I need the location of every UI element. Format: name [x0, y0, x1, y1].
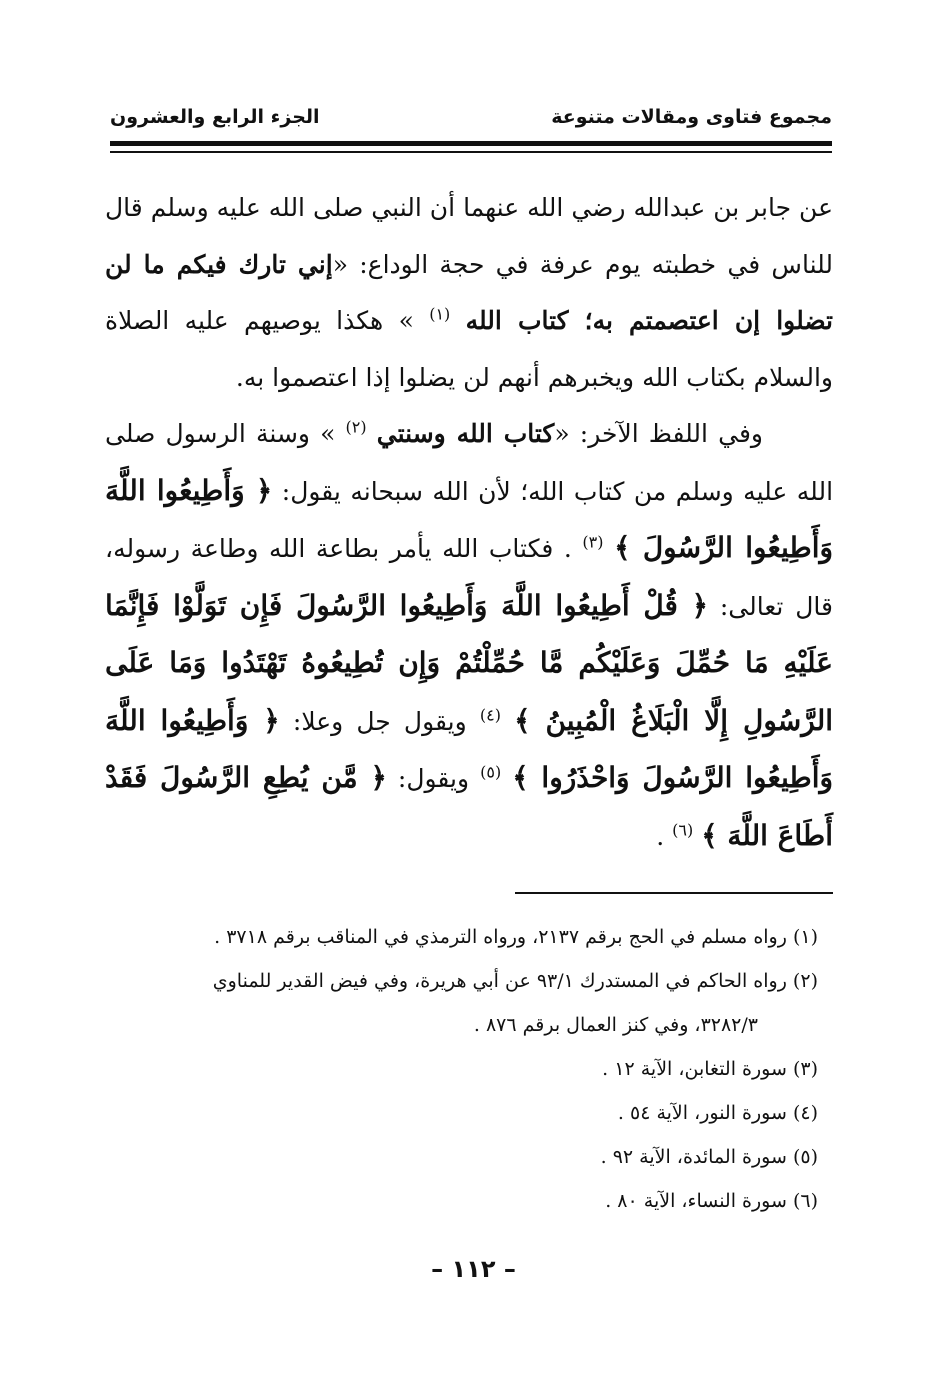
quran-verse-1: ﴿ وَأَطِيعُوا اللَّهَ وَأَطِيعُوا الرَّسُولَ ﴾ [105, 473, 834, 564]
footnote-ref-3: (٣) [582, 532, 604, 552]
hadith-quote-1: إني تارك فيكم ما لن تضلوا إن اعتصمتم به؛ كتاب الله [105, 249, 833, 335]
paragraph-2-cont-3: ويقول: [397, 764, 470, 793]
header-book-title: مجموع فتاوى ومقالات متنوعة [551, 106, 832, 128]
quran-verse-3: ﴿ وَأَطِيعُوا اللَّهَ وَأَطِيعُوا الرَّسُولَ وَاحْذَرُوا ﴾ [105, 703, 833, 794]
footnote-4: (٤) سورة النور، الآية ٥٤ . [617, 1102, 818, 1124]
paragraph-2-intro: وفي اللفظ الآخر: « [554, 419, 763, 448]
footnote-2: (٢) رواه الحاكم في المستدرك ٩٣/١ عن أبي هريرة، وفي فيض القدير للمناوي [212, 970, 818, 992]
footnote-5: (٥) سورة المائدة، الآية ٩٢ . [600, 1146, 818, 1168]
footnote-3: (٣) سورة التغابن، الآية ١٢ . [602, 1058, 818, 1080]
header-volume-title: الجزء الرابع والعشرون [110, 106, 320, 128]
paragraph-2-text: » وسنة الرسول صلى الله عليه وسلم من كتاب الله؛ لأن الله سبحانه يقول: [105, 419, 834, 506]
page-number: – ١١٢ – [431, 1255, 516, 1283]
footnote-1: (١) رواه مسلم في الحج برقم ٢١٣٧، ورواه الترمذي في المناقب برقم ٣٧١٨ . [214, 926, 818, 948]
hadith-quote-2: كتاب الله وسنتي [376, 419, 555, 448]
running-header [110, 100, 832, 134]
footnote-ref-2: (٢) [345, 417, 367, 437]
paragraph-1-rest: » هكذا يوصيهم عليه الصلاة والسلام بكتاب الله ويخبرهم أنهم لن يضلوا إذا اعتصموا به. [105, 306, 833, 392]
footnote-ref-5: (٥) [480, 762, 502, 782]
paragraph-1 [105, 180, 833, 406]
footnote-6: (٦) سورة النساء، الآية ٨٠ . [605, 1190, 818, 1212]
paragraph-2-cont: . فكتاب الله يأمر بطاعة الله وطاعة رسوله، قال تعالى: [105, 534, 833, 621]
header-rule-thin [110, 151, 832, 153]
footnote-2-continued: ٣٢٨٢/٣، وفي كنز العمال برقم ٨٧٦ . [473, 1014, 758, 1036]
main-text [105, 180, 833, 865]
paragraph-2-end: . [656, 821, 665, 851]
paragraph-2 [105, 406, 833, 865]
header-rule-thick [110, 141, 832, 146]
footnotes [105, 915, 818, 1223]
footnote-ref-6: (٦) [672, 820, 694, 840]
quran-verse-2: ﴿ قُلْ أَطِيعُوا اللَّهَ وَأَطِيعُوا الرَّسُولَ فَإِن تَوَلَّوْا فَإِنَّمَا عَلَيْهِ مَا حُمِّلَ وَعَلَيْكُم مَّا حُمِّلْتُمْ وَإِن تُطِيعُوهُ تَهْتَدُوا وَمَا عَلَى الرَّسُولِ إِلَّا الْبَلَاغُ الْمُبِينُ ﴾ [105, 588, 834, 737]
footnote-separator [515, 892, 833, 894]
paragraph-1-intro: عن جابر بن عبدالله رضي الله عنهما أن النبي صلى الله عليه وسلم قال للناس في خطبته يوم عرفة في حجة الوداع: « [105, 193, 834, 279]
footnote-ref-4: (٤) [479, 705, 501, 725]
quran-verse-4: ﴿ مَّن يُطِعِ الرَّسُولَ فَقَدْ أَطَاعَ اللَّهَ ﴾ [105, 761, 833, 852]
paragraph-2-cont-2: ويقول جل وعلا: [292, 706, 467, 736]
footnote-ref-1: (١) [429, 304, 451, 324]
